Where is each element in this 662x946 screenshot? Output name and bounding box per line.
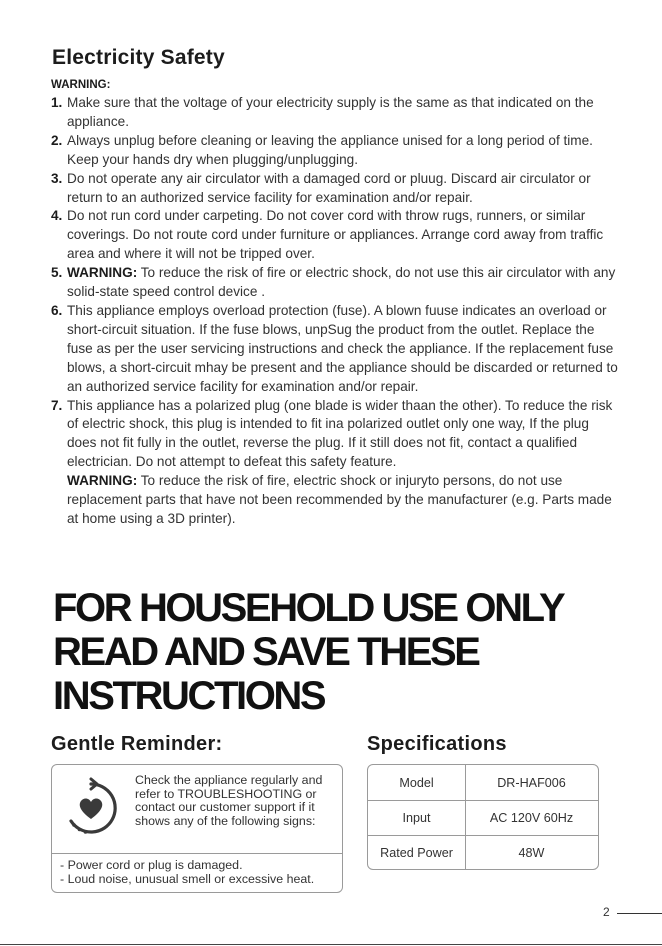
safety-list — [51, 94, 621, 529]
household-notice — [53, 586, 563, 718]
divider — [52, 853, 342, 854]
safety-item-1 — [51, 94, 621, 132]
notice-line-2: READ AND SAVE THESE — [53, 630, 479, 674]
safety-item-3 — [51, 170, 621, 208]
item-text: Do not run cord under carpeting. Do not cover cord with throw rugs, runners, or similar coverings. Do not route cord under furniture or appliances. Arrange cord away from traffic area and where it will not be tripped over. — [67, 208, 604, 262]
spec-key: Model — [399, 775, 434, 790]
notice-line-3: INSTRUCTIONS — [53, 674, 325, 718]
spec-key: Rated Power — [380, 845, 453, 860]
table-row — [368, 835, 598, 870]
safety-item-7 — [51, 397, 621, 473]
item-number: 1. — [51, 95, 63, 110]
item-number: 5. — [51, 265, 63, 281]
notice-line-1: FOR HOUSEHOLD USE ONLY — [53, 586, 564, 630]
specifications-table — [367, 764, 599, 870]
reminder-signs — [60, 858, 314, 886]
gentle-reminder-title: Gentle Reminder: — [51, 733, 223, 755]
list-item: - Loud noise, unusual smell or excessive heat. — [60, 872, 315, 886]
item-number: 2. — [51, 132, 63, 148]
heart-check-icon — [61, 777, 121, 839]
final-warning-text: To reduce the risk of fire, electric shock or injuryto persons, do not use replacement parts that have not been recommended by the manufacturer (e.g. Parts made at home using a 3D printer). — [67, 473, 612, 526]
item-number: 4. — [51, 208, 63, 224]
item-number: 7. — [51, 397, 63, 413]
spec-value: 48W — [518, 845, 545, 860]
page-number: 2 — [603, 905, 610, 919]
safety-item-6 — [51, 302, 621, 397]
page-title: Electricity Safety — [52, 46, 225, 69]
table-row — [368, 800, 598, 835]
safety-item-4 — [51, 207, 621, 264]
item-text: This appliance employs overload protection (fuse). A blown fuuse indicates an overload or short-circuit situation. If the fuse blows, unpSug the product from the outlet. Replace the fuse as per the user servicing instructions and check the appliance. If the replacement fuse blows, a short-circuit mhay be present and the appliance should be discarded or returned to an authorized service facility for examination and/or repair. — [67, 302, 618, 394]
page-number-rule — [617, 913, 662, 914]
final-warning-label: WARNING: — [67, 473, 138, 489]
gentle-reminder-box — [51, 764, 343, 893]
item-text: To reduce the risk of fire or electric shock, do not use this air circulator with any solid-state speed control device . — [67, 265, 616, 300]
final-warning — [51, 472, 621, 529]
list-item: - Power cord or plug is damaged. — [60, 858, 243, 872]
safety-item-2 — [51, 132, 621, 170]
safety-item-5 — [51, 264, 621, 302]
spec-value: DR-HAF006 — [497, 775, 566, 790]
item-number: 3. — [51, 170, 63, 186]
spec-key: Input — [402, 810, 431, 825]
specifications-title: Specifications — [367, 733, 507, 755]
spec-value: AC 120V 60Hz — [489, 810, 574, 825]
item-warning-label: WARNING: — [67, 265, 138, 281]
item-text: Make sure that the voltage of your electricity supply is the same as that indicated on the appliance. — [67, 95, 594, 129]
bottom-rule — [0, 944, 662, 945]
item-text: Always unplug before cleaning or leaving the appliance unised for a long period of time. Keep your hands dry when plugging/unplugging. — [67, 132, 593, 167]
table-row — [368, 765, 598, 800]
item-text: Do not operate any air circulator with a damaged cord or pluug. Discard air circulator or return to an authorized service facility for examination and/or repair. — [67, 170, 591, 205]
reminder-intro: Check the appliance regularly and refer to TROUBLESHOOTING or contact our customer support if it shows any of the following signs: — [135, 773, 323, 828]
warning-label: WARNING: — [51, 79, 111, 91]
item-number: 6. — [51, 302, 63, 318]
item-text: This appliance has a polarized plug (one blade is wider thaan the other). To reduce the risk of electric shock, this plug is intended to fit ina polarized outlet only one way, If the plug does not fit fully in the outlet, reverse the plug. If it still does not fit, contact a qualified electrician. Do not attempt to defeat this safety feature. — [67, 397, 613, 470]
